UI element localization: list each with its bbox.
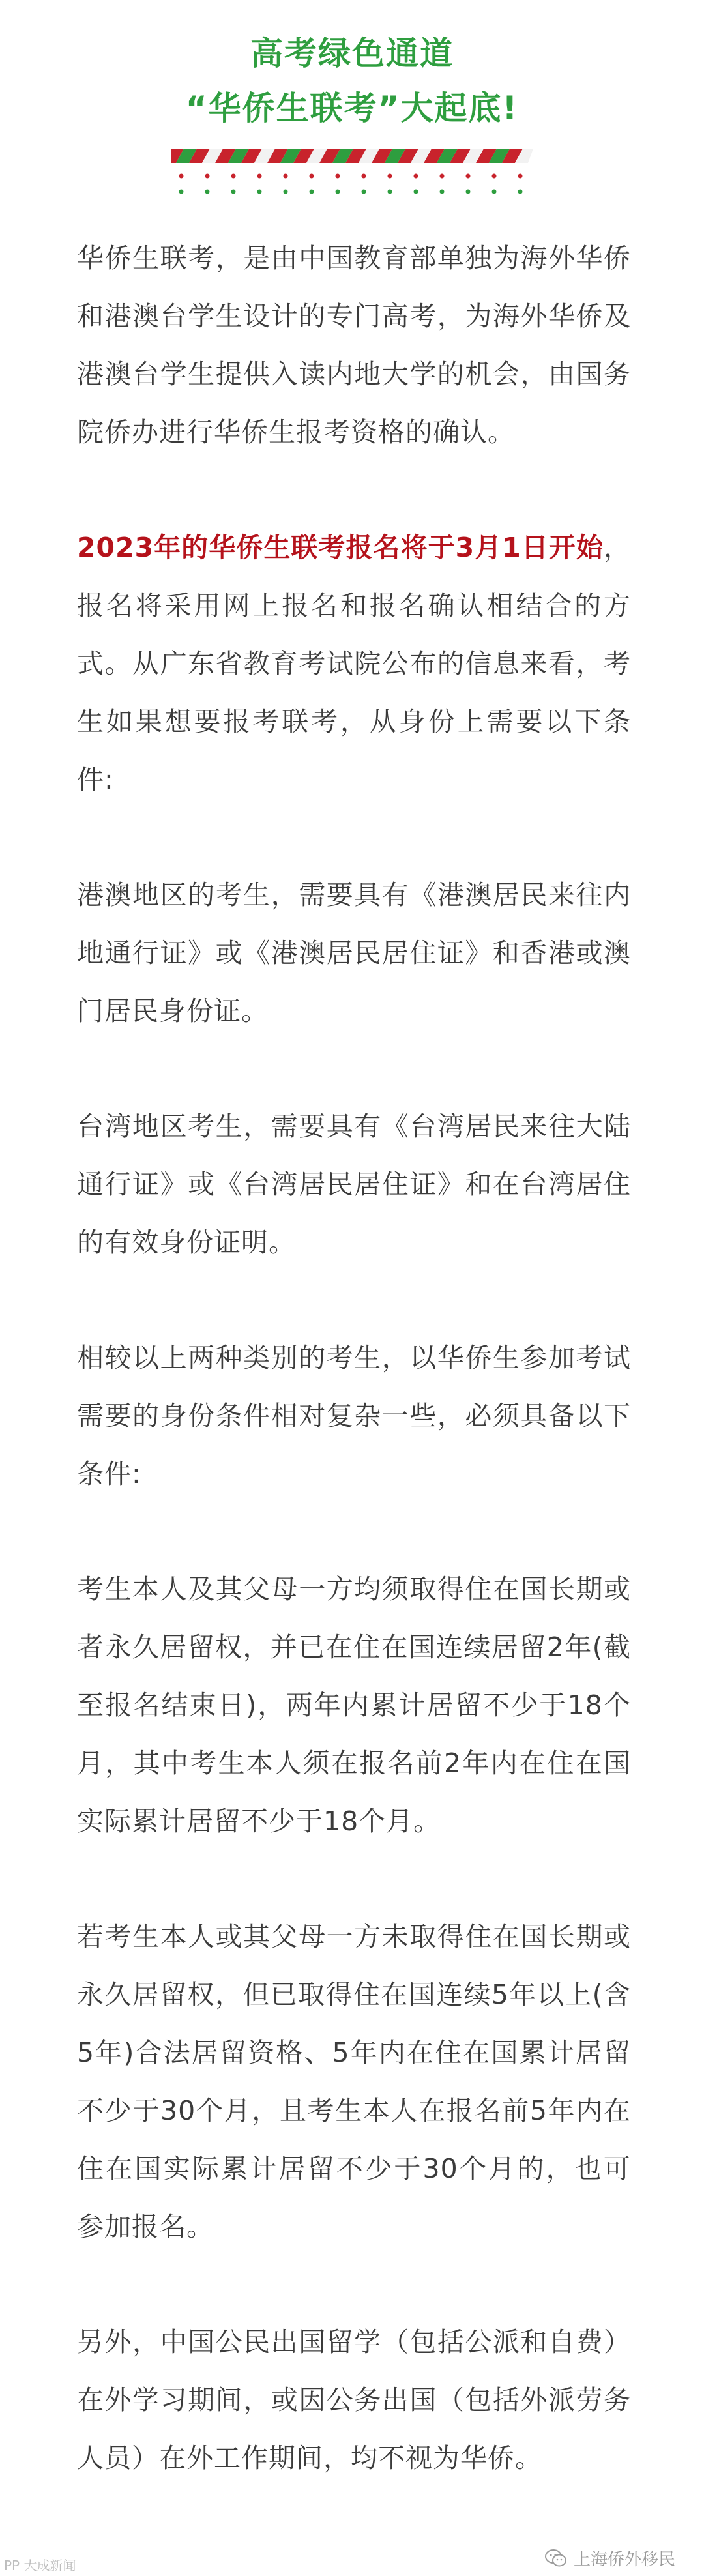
- page-title-line1: 高考绿色通道: [250, 35, 454, 72]
- decorative-divider: [171, 149, 533, 201]
- paragraph-hk-macau: 港澳地区的考生，需要具有《港澳居民来往内地通行证》或《港澳居民居住证》和香港或澳门居民身份证。: [77, 879, 631, 1027]
- paragraph-condition-2: 若考生本人或其父母一方未取得住在国长期或永久居留权，但已取得住在国连续5年以上(含5年)合法居留资格、5年内在住在国累计居留不少于30个月，且考生本人在报名前5年内在住在国实际累计居留不少于30个月的，也可参加报名。: [77, 1921, 631, 2242]
- paragraph-exclusion: 另外，中国公民出国留学（包括公派和自费）在外学习期间，或因公务出国（包括外派劳务人员）在外工作期间，均不视为华侨。: [77, 2326, 631, 2474]
- paragraph-taiwan: 台湾地区考生，需要具有《台湾居民来往大陆通行证》或《台湾居民居住证》和在台湾居住的有效身份证明。: [77, 1111, 631, 1258]
- striped-bar: [171, 149, 533, 163]
- article-header: [0, 26, 704, 136]
- paragraph-condition-1: 考生本人及其父母一方均须取得住在国长期或者永久居留权，并已在住在国连续居留2年(截至报名结束日)，两年内累计居留不少于18个月，其中考生本人须在报名前2年内在住在国实际累计居留不少于18个月。: [77, 1573, 631, 1837]
- paragraph-registration: [77, 519, 631, 809]
- article-body: [77, 229, 631, 2487]
- page-title-line2: “华侨生联考”大起底!: [185, 89, 519, 127]
- dotted-line-green: [179, 190, 523, 194]
- wechat-icon: [545, 2549, 567, 2568]
- highlight-registration-date: 2023年的华侨生联考报名将于3月1日开始: [77, 532, 604, 563]
- source-watermark: PP 大成新闻: [4, 2558, 76, 2573]
- paragraph-intro: 华侨生联考，是由中国教育部单独为海外华侨和港澳台学生设计的专门高考，为海外华侨及港澳台学生提供入读内地大学的机会，由国务院侨办进行华侨生报考资格的确认。: [77, 242, 631, 448]
- account-name: 上海侨外移民: [573, 2550, 675, 2569]
- paragraph-overseas-intro: 相较以上两种类别的考生，以华侨生参加考试需要的身份条件相对复杂一些，必须具备以下条件:: [77, 1342, 631, 1489]
- paragraph-registration-text: ，报名将采用网上报名和报名确认相结合的方式。从广东省教育考试院公布的信息来看，考生如果想要报考联考，从身份上需要以下条件:: [77, 532, 631, 795]
- dotted-line-red: [179, 174, 523, 179]
- account-watermark: [545, 2546, 675, 2570]
